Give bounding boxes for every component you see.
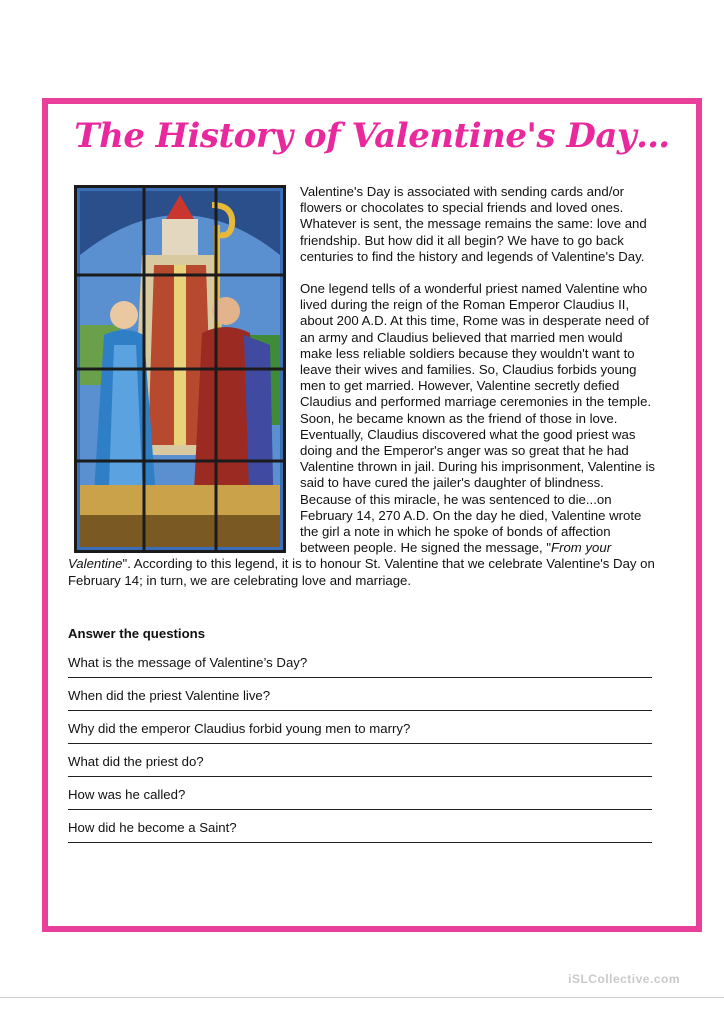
footer-divider xyxy=(0,997,724,998)
legend-text: One legend tells of a wonderful priest named Valentine who lived during the reign of the Roman Emperor Claudius II, about 200 A.D. At this time, Rome was in desperate need of an army and Claudius believed that married men would make less reliable soldiers because they wouldn't want to leave their wives and families. So, Claudius forbids young men to get married. However, Valentine secretly defied Claudius and performed marriage ceremonies in the temple. Soon, he became known as the friend of those in love. Eventually, Claudius discovered what the good priest was doing and the Emperor's anger was so great that he had Valentine thrown in jail. During his imprisonment, Valentine is said to have cured the jailer's daughter of blindness. Because of this miracle, he was sentenced to die...on February 14, 270 A.D. On the day he died, Valentine wrote the girl a note in which he spoke of bonds of affection between people. He signed the message, " xyxy=(300,281,656,556)
questions-section xyxy=(68,626,654,853)
question-text: When did the priest Valentine live? xyxy=(68,688,271,703)
stained-glass-image xyxy=(74,185,286,553)
legend-quote: From your Valentine xyxy=(68,540,612,572)
answer-line[interactable] xyxy=(68,710,652,711)
question-item xyxy=(68,688,654,721)
question-item xyxy=(68,754,654,787)
question-text: What is the message of Valentine’s Day? xyxy=(68,655,308,670)
legend-text-end: ". According to this legend, it is to honour St. Valentine that we celebrate Valentine's Day on February 14; in turn, we are celebrating love and marriage. xyxy=(68,556,655,588)
question-text: Why did the emperor Claudius forbid young men to marry? xyxy=(68,721,411,736)
intro-paragraph xyxy=(68,184,658,265)
question-item xyxy=(68,721,654,754)
answer-line[interactable] xyxy=(68,743,652,744)
answer-line[interactable] xyxy=(68,677,652,678)
worksheet-frame xyxy=(42,98,702,932)
question-item xyxy=(68,820,654,853)
story-text xyxy=(68,184,658,589)
question-item xyxy=(68,787,654,820)
answer-line[interactable] xyxy=(68,809,652,810)
answer-line[interactable] xyxy=(68,776,652,777)
worksheet-title: The History of Valentine's Day… xyxy=(74,116,670,156)
intro-text: Valentine's Day is associated with sending cards and/or flowers or chocolates to special friends and loved ones. Whatever is sent, the message remains the same: love and friendship. But how did it all begin? We have to go back centuries to find the history and legends of Valentine's Day. xyxy=(300,184,647,264)
question-item xyxy=(68,655,654,688)
answer-line[interactable] xyxy=(68,842,652,843)
questions-heading: Answer the questions xyxy=(68,626,206,641)
question-text: What did the priest do? xyxy=(68,754,204,769)
brand-watermark: iSLCollective.com xyxy=(568,972,680,986)
question-text: How did he become a Saint? xyxy=(68,820,237,835)
question-text: How was he called? xyxy=(68,787,186,802)
